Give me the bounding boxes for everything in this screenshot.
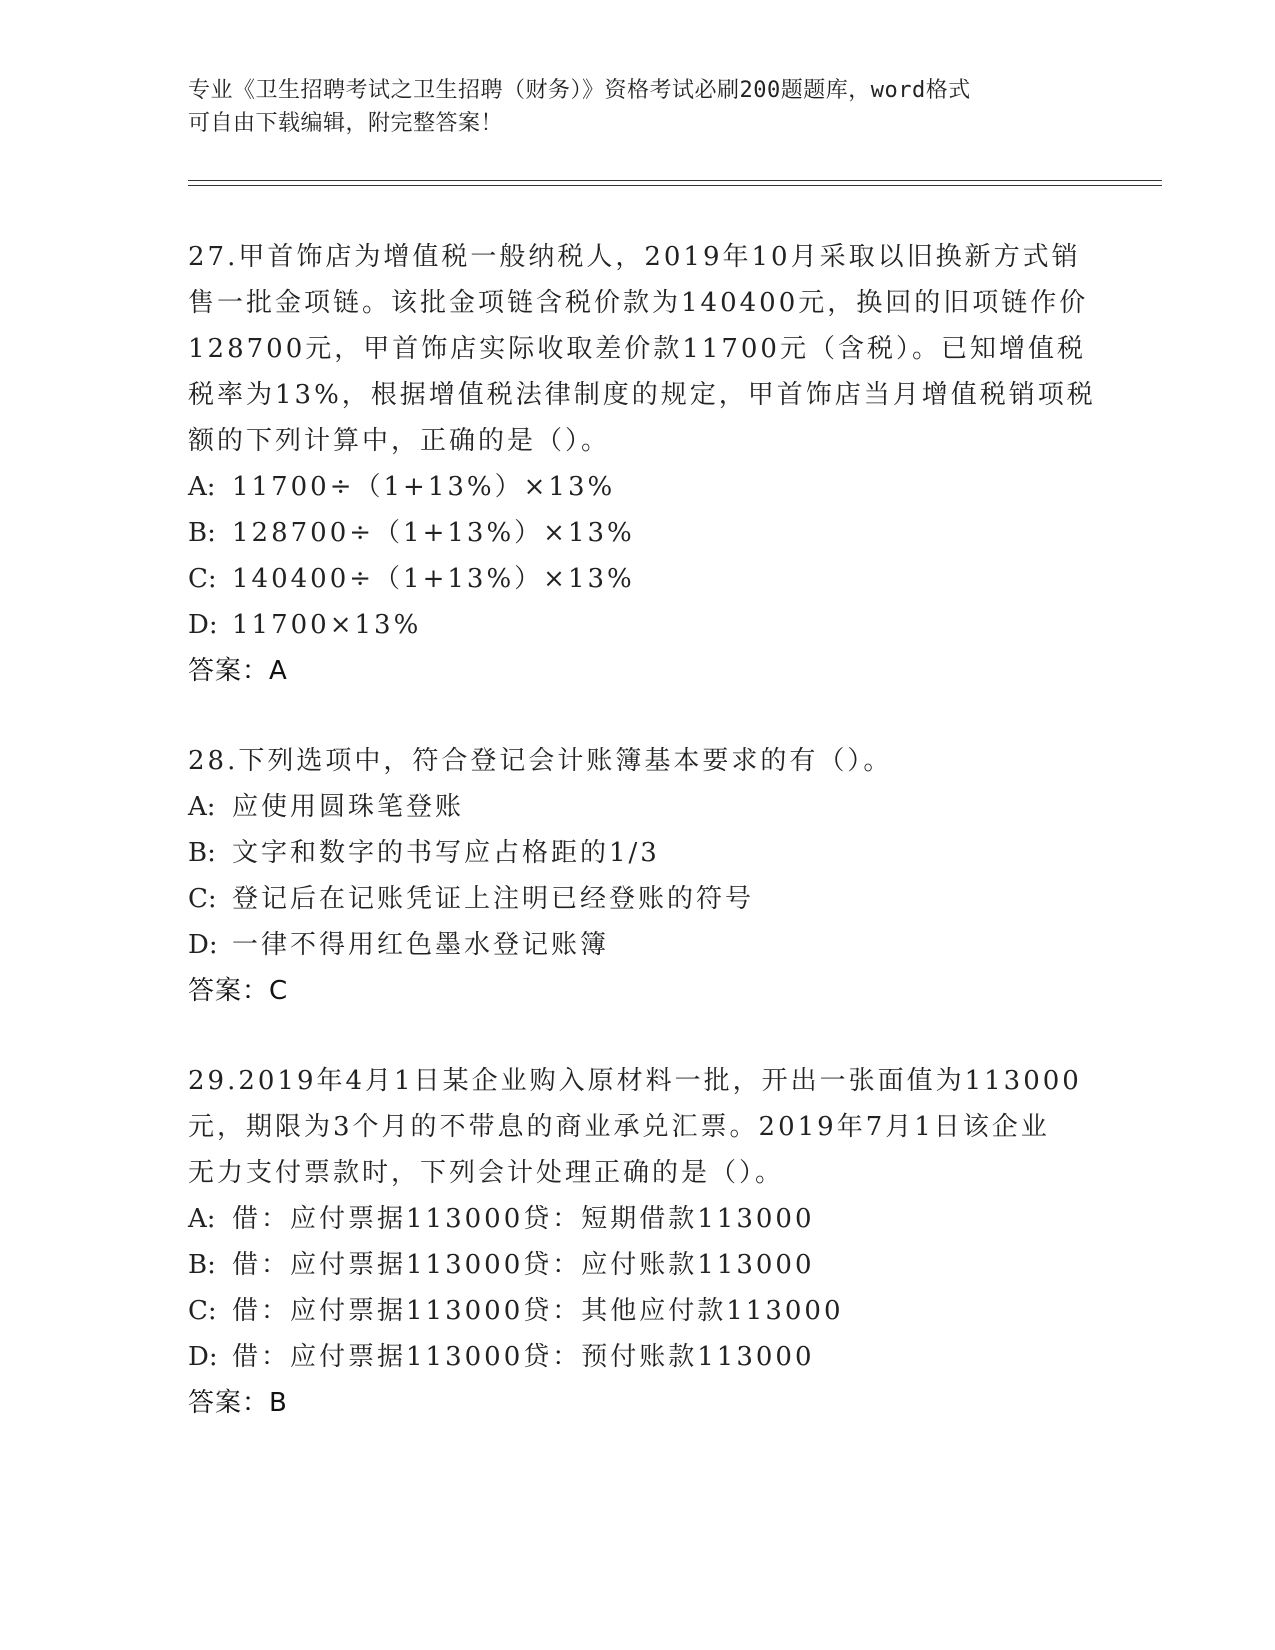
option-text: 140400÷（1+13%）×13% <box>232 564 635 594</box>
question-stem <box>188 738 1088 784</box>
option-b <box>188 1242 1088 1288</box>
option-a <box>188 464 1088 510</box>
stem-line: 元，期限为3个月的不带息的商业承兑汇票。2019年7月1日该企业 <box>188 1112 1050 1142</box>
stem-line: 29.2019年4月1日某企业购入原材料一批，开出一张面值为113000 <box>188 1066 1082 1096</box>
question-27 <box>188 234 1096 694</box>
option-d <box>188 922 1088 968</box>
answer-line: 答案：A <box>188 656 288 686</box>
option-c <box>188 1288 1088 1334</box>
option-b <box>188 830 1088 876</box>
option-text: 128700÷（1+13%）×13% <box>232 518 635 548</box>
option-letter: C: <box>188 564 217 594</box>
header-divider <box>188 180 1162 181</box>
option-letter: A: <box>188 792 216 822</box>
option-d <box>188 1334 1088 1380</box>
option-letter: D: <box>188 930 218 960</box>
option-d <box>188 602 1088 648</box>
option-text: 借：应付票据113000贷：预付账款113000 <box>232 1342 815 1372</box>
option-text: 借：应付票据113000贷：其他应付款113000 <box>232 1296 844 1326</box>
stem-line: 28.下列选项中，符合登记会计账簿基本要求的有（）。 <box>188 746 893 776</box>
question-28 <box>188 738 1088 1014</box>
header-line: 可自由下载编辑，附完整答案！ <box>188 111 504 136</box>
option-letter: A: <box>188 1204 216 1234</box>
answer-line: 答案：B <box>188 1388 288 1418</box>
stem-line: 无力支付票款时，下列会计处理正确的是（）。 <box>188 1158 785 1188</box>
option-c <box>188 556 1088 602</box>
option-c <box>188 876 1088 922</box>
option-text: 借：应付票据113000贷：短期借款113000 <box>232 1204 815 1234</box>
option-text: 11700×13% <box>232 610 422 640</box>
option-text: 一律不得用红色墨水登记账簿 <box>232 930 610 960</box>
question-list <box>188 234 1096 1470</box>
question-stem <box>188 1058 1088 1196</box>
stem-line: 额的下列计算中，正确的是（）。 <box>188 426 611 456</box>
stem-line: 售一批金项链。该批金项链含税价款为140400元，换回的旧项链作价 <box>188 288 1089 318</box>
question-stem <box>188 234 1096 464</box>
stem-line: 128700元，甲首饰店实际收取差价款11700元（含税）。已知增值税 <box>188 334 1086 364</box>
option-letter: D: <box>188 610 218 640</box>
stem-line: 27.甲首饰店为增值税一般纳税人，2019年10月采取以旧换新方式销 <box>188 242 1081 272</box>
option-text: 借：应付票据113000贷：应付账款113000 <box>232 1250 815 1280</box>
document-header <box>188 74 1068 140</box>
option-text: 登记后在记账凭证上注明已经登账的符号 <box>232 884 755 914</box>
option-letter: C: <box>188 1296 217 1326</box>
option-text: 文字和数字的书写应占格距的1/3 <box>232 838 660 868</box>
question-29 <box>188 1058 1088 1426</box>
option-text: 11700÷（1+13%）×13% <box>232 472 616 502</box>
stem-line: 税率为13%，根据增值税法律制度的规定，甲首饰店当月增值税销项税 <box>188 380 1096 410</box>
option-letter: A: <box>188 472 216 502</box>
option-letter: D: <box>188 1342 218 1372</box>
option-letter: B: <box>188 1250 216 1280</box>
option-text: 应使用圆珠笔登账 <box>232 792 465 822</box>
header-line: 专业《卫生招聘考试之卫生招聘（财务）》资格考试必刷200题题库，word格式 <box>188 78 971 103</box>
option-a <box>188 1196 1088 1242</box>
answer-line: 答案：C <box>188 976 289 1006</box>
option-a <box>188 784 1088 830</box>
option-letter: C: <box>188 884 217 914</box>
option-b <box>188 510 1088 556</box>
option-letter: B: <box>188 518 216 548</box>
option-letter: B: <box>188 838 216 868</box>
header-divider <box>188 185 1162 186</box>
